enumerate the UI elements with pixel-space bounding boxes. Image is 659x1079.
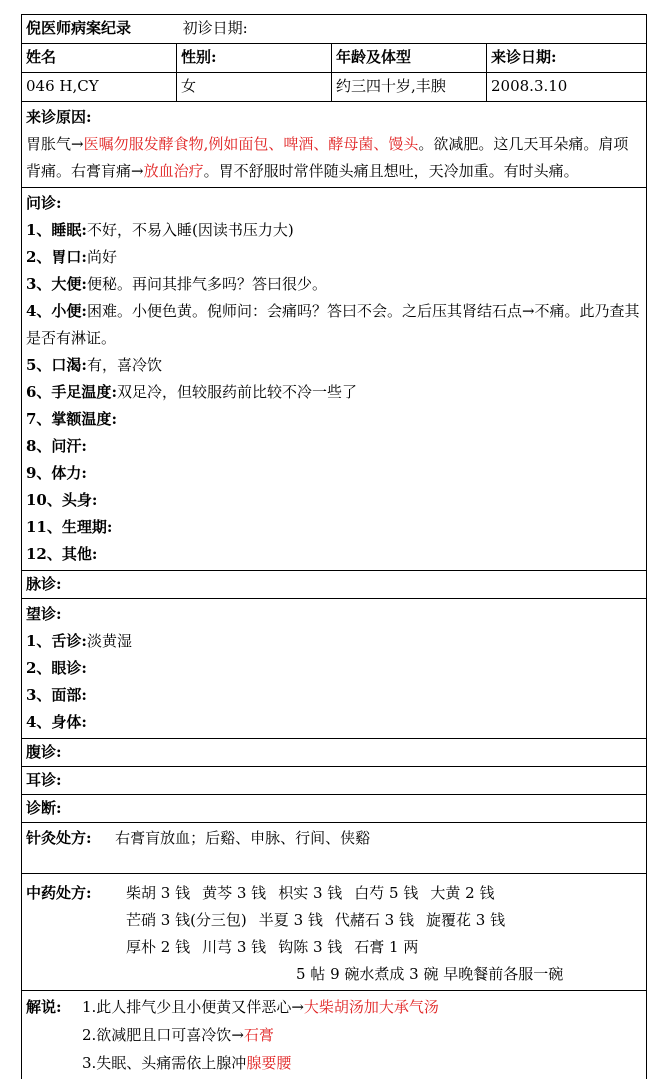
reason-text-3: 。胃不舒服时常伴随头痛且想吐，天冷加重。有时头痛。 bbox=[204, 162, 579, 180]
herb: 石膏 1 两 bbox=[354, 934, 418, 961]
inquiry-cell bbox=[22, 188, 647, 571]
herb: 黄芩 3 钱 bbox=[202, 880, 266, 907]
arrow-icon: → bbox=[231, 1026, 244, 1044]
inquiry-item: 3、大便:便秘。再问其排气多吗？答曰很少。 bbox=[26, 271, 642, 298]
explanation-text: 2.欲减肥且口可喜冷饮 bbox=[82, 1026, 231, 1044]
herb: 旋覆花 3 钱 bbox=[426, 907, 505, 934]
inspection-item: 1、舌诊:淡黄湿 bbox=[26, 628, 642, 655]
date-value: 2008.3.10 bbox=[487, 73, 647, 102]
inquiry-item: 12、其他: bbox=[26, 541, 642, 568]
inquiry-item: 11、生理期: bbox=[26, 514, 642, 541]
inquiry-label: 问诊: bbox=[26, 190, 642, 217]
herbal-row bbox=[22, 874, 647, 991]
patient-values-row bbox=[22, 73, 647, 102]
reason-arrow-2: → bbox=[131, 162, 144, 180]
inquiry-row bbox=[22, 188, 647, 571]
explanation-text: 3.失眠、头痛需依上腺冲 bbox=[82, 1054, 246, 1072]
reason-arrow-1: → bbox=[71, 135, 84, 153]
record-title: 倪医师病案纪录 bbox=[26, 19, 131, 37]
reason-label: 来诊原因: bbox=[26, 104, 642, 131]
inquiry-item: 2、胃口:尚好 bbox=[26, 244, 642, 271]
inquiry-item: 4、小便:困难。小便色黄。倪师问：会痛吗？答曰不会。之后压其肾结石点→不痛。此乃查其是否有淋证。 bbox=[26, 298, 642, 352]
reason-text-1: 胃胀气 bbox=[26, 135, 71, 153]
herb-line-1 bbox=[26, 880, 642, 907]
inspection-item: 2、眼诊: bbox=[26, 655, 642, 682]
diagnosis-row bbox=[22, 795, 647, 823]
herb: 白芍 5 钱 bbox=[354, 880, 418, 907]
patient-labels-row bbox=[22, 44, 647, 73]
name-label: 姓名 bbox=[22, 44, 177, 73]
case-record bbox=[21, 14, 646, 1079]
herbal-label: 中药处方: bbox=[26, 880, 126, 907]
arrow-icon: → bbox=[291, 998, 304, 1016]
inquiry-item: 10、头身: bbox=[26, 487, 642, 514]
herb: 厚朴 2 钱 bbox=[126, 934, 190, 961]
herb-instructions-line bbox=[26, 961, 642, 988]
abdomen-row bbox=[22, 739, 647, 767]
inquiry-item: 1、睡眠:不好，不易入睡(因读书压力大) bbox=[26, 217, 642, 244]
acupuncture-cell bbox=[22, 823, 647, 874]
herb: 柴胡 3 钱 bbox=[126, 880, 190, 907]
header-row bbox=[22, 15, 647, 44]
explanation-line-1 bbox=[26, 993, 642, 1021]
herb-line-2 bbox=[26, 907, 642, 934]
inspection-label: 望诊: bbox=[26, 601, 642, 628]
pulse-row bbox=[22, 571, 647, 599]
reason-treatment: 放血治疗 bbox=[144, 162, 204, 180]
reason-advice: 医嘱勿服发酵食物,例如面包、啤酒、酵母菌、馒头 bbox=[84, 135, 419, 153]
age-value: 约三四十岁,丰腴 bbox=[332, 73, 487, 102]
inquiry-item: 6、手足温度:双足冷，但较服药前比较不冷一些了 bbox=[26, 379, 642, 406]
inspection-cell bbox=[22, 599, 647, 739]
acupuncture-label: 针灸处方: bbox=[26, 829, 92, 847]
inquiry-item: 7、掌额温度: bbox=[26, 406, 642, 433]
age-label: 年龄及体型 bbox=[332, 44, 487, 73]
herb: 半夏 3 钱 bbox=[259, 907, 323, 934]
herb: 大黄 2 钱 bbox=[430, 880, 494, 907]
reason-row bbox=[22, 102, 647, 188]
ear-label: 耳诊: bbox=[22, 767, 647, 795]
abdomen-label: 腹诊: bbox=[22, 739, 647, 767]
explanation-line-2 bbox=[26, 1021, 642, 1049]
pulse-label: 脉诊: bbox=[22, 571, 647, 599]
case-record-table bbox=[21, 14, 647, 1079]
explanation-formula: 大柴胡汤加大承气汤 bbox=[304, 998, 439, 1016]
inquiry-item: 9、体力: bbox=[26, 460, 642, 487]
herb: 钩陈 3 钱 bbox=[278, 934, 342, 961]
first-visit-label: 初诊日期: bbox=[183, 19, 248, 37]
ear-row bbox=[22, 767, 647, 795]
acupuncture-value: 右膏肓放血；后谿、申脉、行间、侠谿 bbox=[115, 829, 370, 847]
sex-value: 女 bbox=[177, 73, 332, 102]
explanation-row bbox=[22, 991, 647, 1079]
acupuncture-row bbox=[22, 823, 647, 874]
herb-line-3 bbox=[26, 934, 642, 961]
explanation-text: 1.此人排气少且小便黄又伴恶心 bbox=[82, 998, 291, 1016]
date-label: 来诊日期: bbox=[487, 44, 647, 73]
sex-label: 性别: bbox=[177, 44, 332, 73]
herb-instructions: 5 帖 9 碗水煮成 3 碗 早晚餐前各服一碗 bbox=[296, 965, 563, 983]
name-value: 046 H,CY bbox=[22, 73, 177, 102]
explanation-line-3 bbox=[26, 1049, 642, 1077]
inquiry-item: 5、口渴:有，喜冷饮 bbox=[26, 352, 642, 379]
herb: 川芎 3 钱 bbox=[202, 934, 266, 961]
inquiry-item: 8、问汗: bbox=[26, 433, 642, 460]
header-cell bbox=[22, 15, 647, 44]
inspection-item: 3、面部: bbox=[26, 682, 642, 709]
inspection-row bbox=[22, 599, 647, 739]
herb: 代赭石 3 钱 bbox=[335, 907, 414, 934]
explanation-cell bbox=[22, 991, 647, 1079]
reason-text-2: 。欲减肥。这几天耳朵痛。肩项背痛。右膏肓痛 bbox=[26, 135, 628, 180]
herbal-cell bbox=[22, 874, 647, 991]
explanation-formula: 石膏 bbox=[244, 1026, 274, 1044]
explanation-label: 解说: bbox=[26, 993, 82, 1021]
herb: 芒硝 3 钱(分三包) bbox=[126, 907, 247, 934]
herb: 枳实 3 钱 bbox=[278, 880, 342, 907]
inspection-item: 4、身体: bbox=[26, 709, 642, 736]
diagnosis-label: 诊断: bbox=[22, 795, 647, 823]
reason-cell bbox=[22, 102, 647, 188]
explanation-formula: 腺要腰 bbox=[246, 1054, 291, 1072]
